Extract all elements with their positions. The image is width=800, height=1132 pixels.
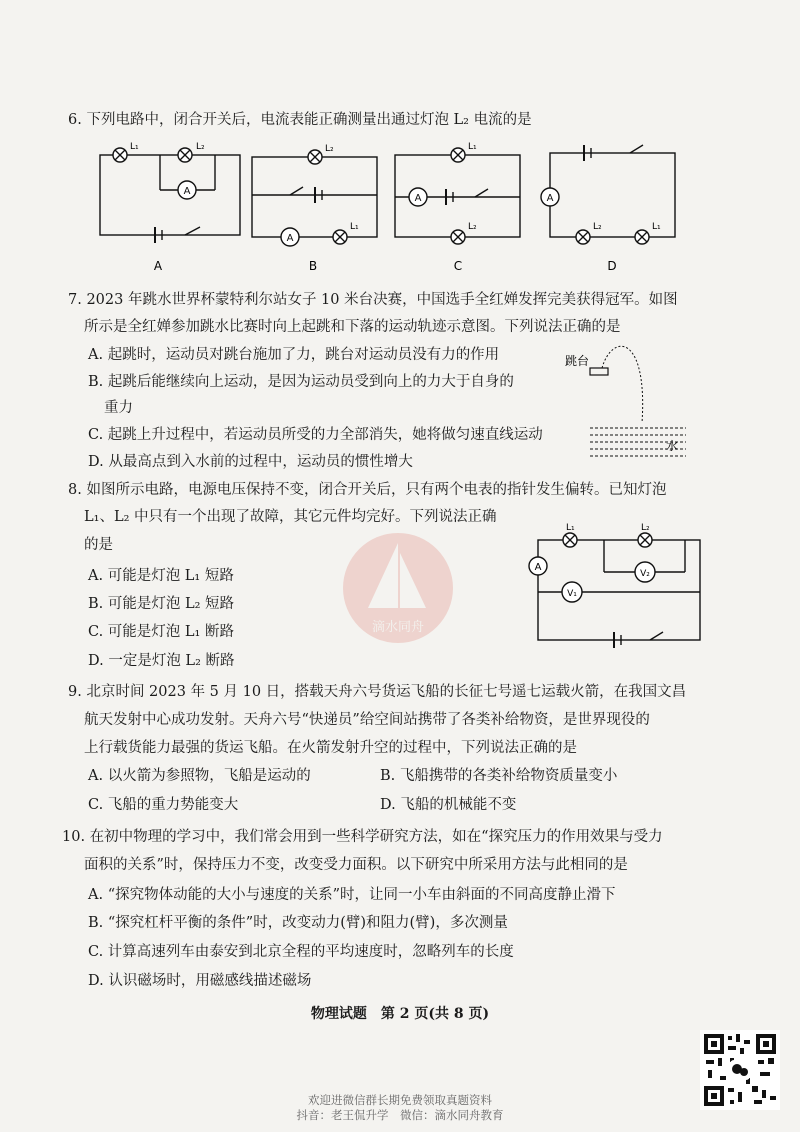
question-8-option-d: D. 一定是灯泡 L₂ 断路 [88,653,235,669]
question-8-option-c: C. 可能是灯泡 L₁ 断路 [88,624,234,640]
option-a-label: A [153,259,163,273]
platform-label: 跳台 [565,354,590,368]
diving-trajectory-figure [560,338,690,468]
svg-text:V₂: V₂ [640,569,650,579]
promo-line-1: 欢迎进微信群长期免费领取真题资料 [308,1093,492,1107]
question-7-option-b-2: 重力 [104,400,133,416]
question-9-option-c: C. 飞船的重力势能变大 [88,797,239,813]
circuit-diagrams-q6: A L₁ L₂ L₂ L₁ L₁ L₂ L₂ L₁ A B C D [90,135,710,275]
question-7-line-1: 7. 2023 年跳水世界杯蒙特利尔站女子 10 米台决赛，中国选手全红婵发挥完美获得冠军。如图 [68,292,678,308]
svg-text:A: A [534,562,542,573]
svg-text:L₁: L₁ [130,142,139,152]
svg-text:L₂: L₂ [325,144,334,154]
water-label: 水 [666,439,679,453]
svg-text:L₁: L₁ [468,142,477,152]
watermark-logo [338,528,458,648]
option-c-label: C [453,259,463,273]
svg-text:L₂: L₂ [468,222,477,232]
option-d-label: D [607,259,617,273]
question-10-option-c: C. 计算高速列车由泰安到北京全程的平均速度时，忽略列车的长度 [88,944,514,960]
question-10-option-d: D. 认识磁场时，用磁感线描述磁场 [88,973,312,989]
question-7-option-d: D. 从最高点到入水前的过程中，运动员的惯性增大 [88,454,413,470]
question-10-line-1: 10. 在初中物理的学习中，我们常会用到一些科学研究方法，如在“探究压力的作用效果与受力 [62,829,663,845]
watermark-text: 滴水同舟 [371,620,425,635]
svg-text:L₂: L₂ [641,523,650,533]
question-10-line-2: 面积的关系”时，保持压力不变，改变受力面积。以下研究中所采用方法与此相同的是 [84,857,628,873]
question-9-line-1: 9. 北京时间 2023 年 5 月 10 日，搭载天舟六号货运飞船的长征七号遥七运载火箭，在我国文昌 [68,684,687,700]
question-6-stem: 6. 下列电路中，闭合开关后，电流表能正确测量出通过灯泡 L₂ 电流的是 [68,112,532,128]
page-footer: 物理试题 第 2 页(共 8 页) [310,1006,490,1022]
question-10-option-b: B. “探究杠杆平衡的条件”时，改变动力(臂)和阻力(臂)，多次测量 [88,915,508,931]
question-8-line-1: 8. 如图所示电路，电源电压保持不变，闭合开关后，只有两个电表的指针发生偏转。已知灯泡 [68,482,667,498]
question-9-option-b: B. 飞船携带的各类补给物资质量变小 [380,768,618,784]
question-8-option-b: B. 可能是灯泡 L₂ 短路 [88,596,235,612]
question-7-option-a: A. 起跳时，运动员对跳台施加了力，跳台对运动员没有力的作用 [88,347,500,363]
question-8-line-2: L₁、L₂ 中只有一个出现了故障，其它元件均完好。下列说法正确 [84,509,497,525]
question-7-line-2: 所示是全红婵参加跳水比赛时向上起跳和下落的运动轨迹示意图。下列说法正确的是 [84,319,621,335]
svg-text:L₂: L₂ [196,142,205,152]
svg-text:L₁: L₁ [652,222,661,232]
promo-line-2: 抖音：老王侃升学 微信：滴水同舟教育 [296,1108,504,1122]
question-9-option-a: A. 以火箭为参照物，飞船是运动的 [88,768,311,784]
circuit-diagram-q8 [520,518,720,648]
question-9-option-d: D. 飞船的机械能不变 [380,797,517,813]
svg-text:L₂: L₂ [593,222,602,232]
question-10-option-a: A. “探究物体动能的大小与速度的关系”时，让同一小车由斜面的不同高度静止滑下 [88,887,616,903]
svg-text:V₁: V₁ [567,589,577,599]
question-7-option-b-1: B. 起跳后能继续向上运动，是因为运动员受到向上的力大于自身的 [88,374,514,390]
option-b-label: B [308,259,318,273]
question-9-line-3: 上行载货能力最强的货运飞船。在火箭发射升空的过程中，下列说法正确的是 [84,740,577,756]
svg-text:L₁: L₁ [566,523,575,533]
question-9-line-2: 航天发射中心成功发射。天舟六号“快递员”给空间站携带了各类补给物资，是世界现役的 [84,712,650,728]
question-7-option-c: C. 起跳上升过程中，若运动员所受的力全部消失，她将做匀速直线运动 [88,427,543,443]
question-8-line-3: 的是 [84,537,113,553]
question-8-option-a: A. 可能是灯泡 L₁ 短路 [88,568,234,584]
svg-text:L₁: L₁ [350,222,359,232]
